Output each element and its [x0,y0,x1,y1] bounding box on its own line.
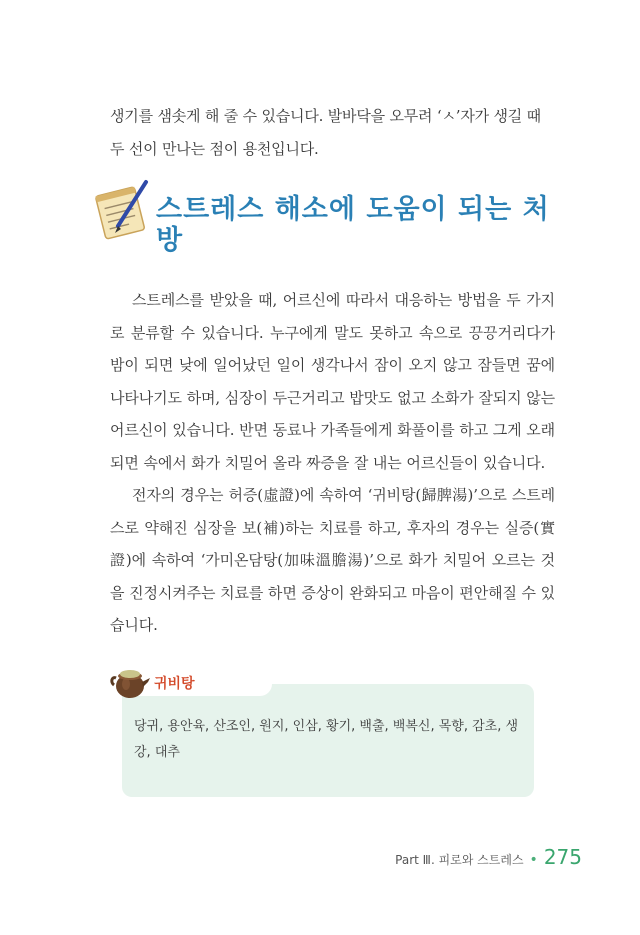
notepad-pen-icon [92,178,156,242]
page-footer [395,845,582,869]
paragraph-2: 전자의 경우는 허증(虛證)에 속하여 ‘귀비탕(歸脾湯)’으로 스트레스로 약해진 심장을 보(補)하는 치료를 하고, 후자의 경우는 실증(實證)에 속하여 ‘가미온담탕(加味溫膽湯)’으로 화가 치밀어 오르는 것을 진정시켜주는 치료를 하면 증상이 완화되고 마음이 편안해질 수 있습니다. [110,486,555,634]
intro-paragraph: 생기를 샘솟게 해 줄 수 있습니다. 발바닥을 오무려 ‘ㅅ’자가 생길 때 두 선이 만나는 점이 용천입니다. [110,107,541,158]
herbal-pot-icon [108,662,152,702]
section-title: 스트레스 해소에 도움이 되는 처방 [156,194,550,256]
paragraph-1: 스트레스를 받았을 때, 어르신에 따라서 대응하는 방법을 두 가지로 분류할 수 있습니다. 누구에게 말도 못하고 속으로 끙끙거리다가 밤이 되면 낮에 일어났던 일이 생각나서 잠이 오지 않고 잠들면 꿈에 나타나기도 하며, 심장이 두근거리고 밥맛도 없고 소화가 잘되지 않는 어르신이 있습니다. 반면 동료나 가족들에게 화풀이를 하고 그게 오래되면 속에서 화가 치밀어 올라 짜증을 잘 내는 어르신들이 있습니다. [110,291,555,472]
footer-part-label: Part Ⅲ. 피로와 스트레스 [395,853,524,867]
body-text [110,284,555,642]
bullet-dot-icon: • [529,852,538,868]
herb-ingredients: 당귀, 용안육, 산조인, 원지, 인삼, 황기, 백출, 백복신, 목향, 감초, 생강, 대추 [134,719,519,760]
page-number: 275 [543,845,582,869]
herb-box-title: 귀비탕 [154,676,195,692]
section-heading [92,172,562,272]
